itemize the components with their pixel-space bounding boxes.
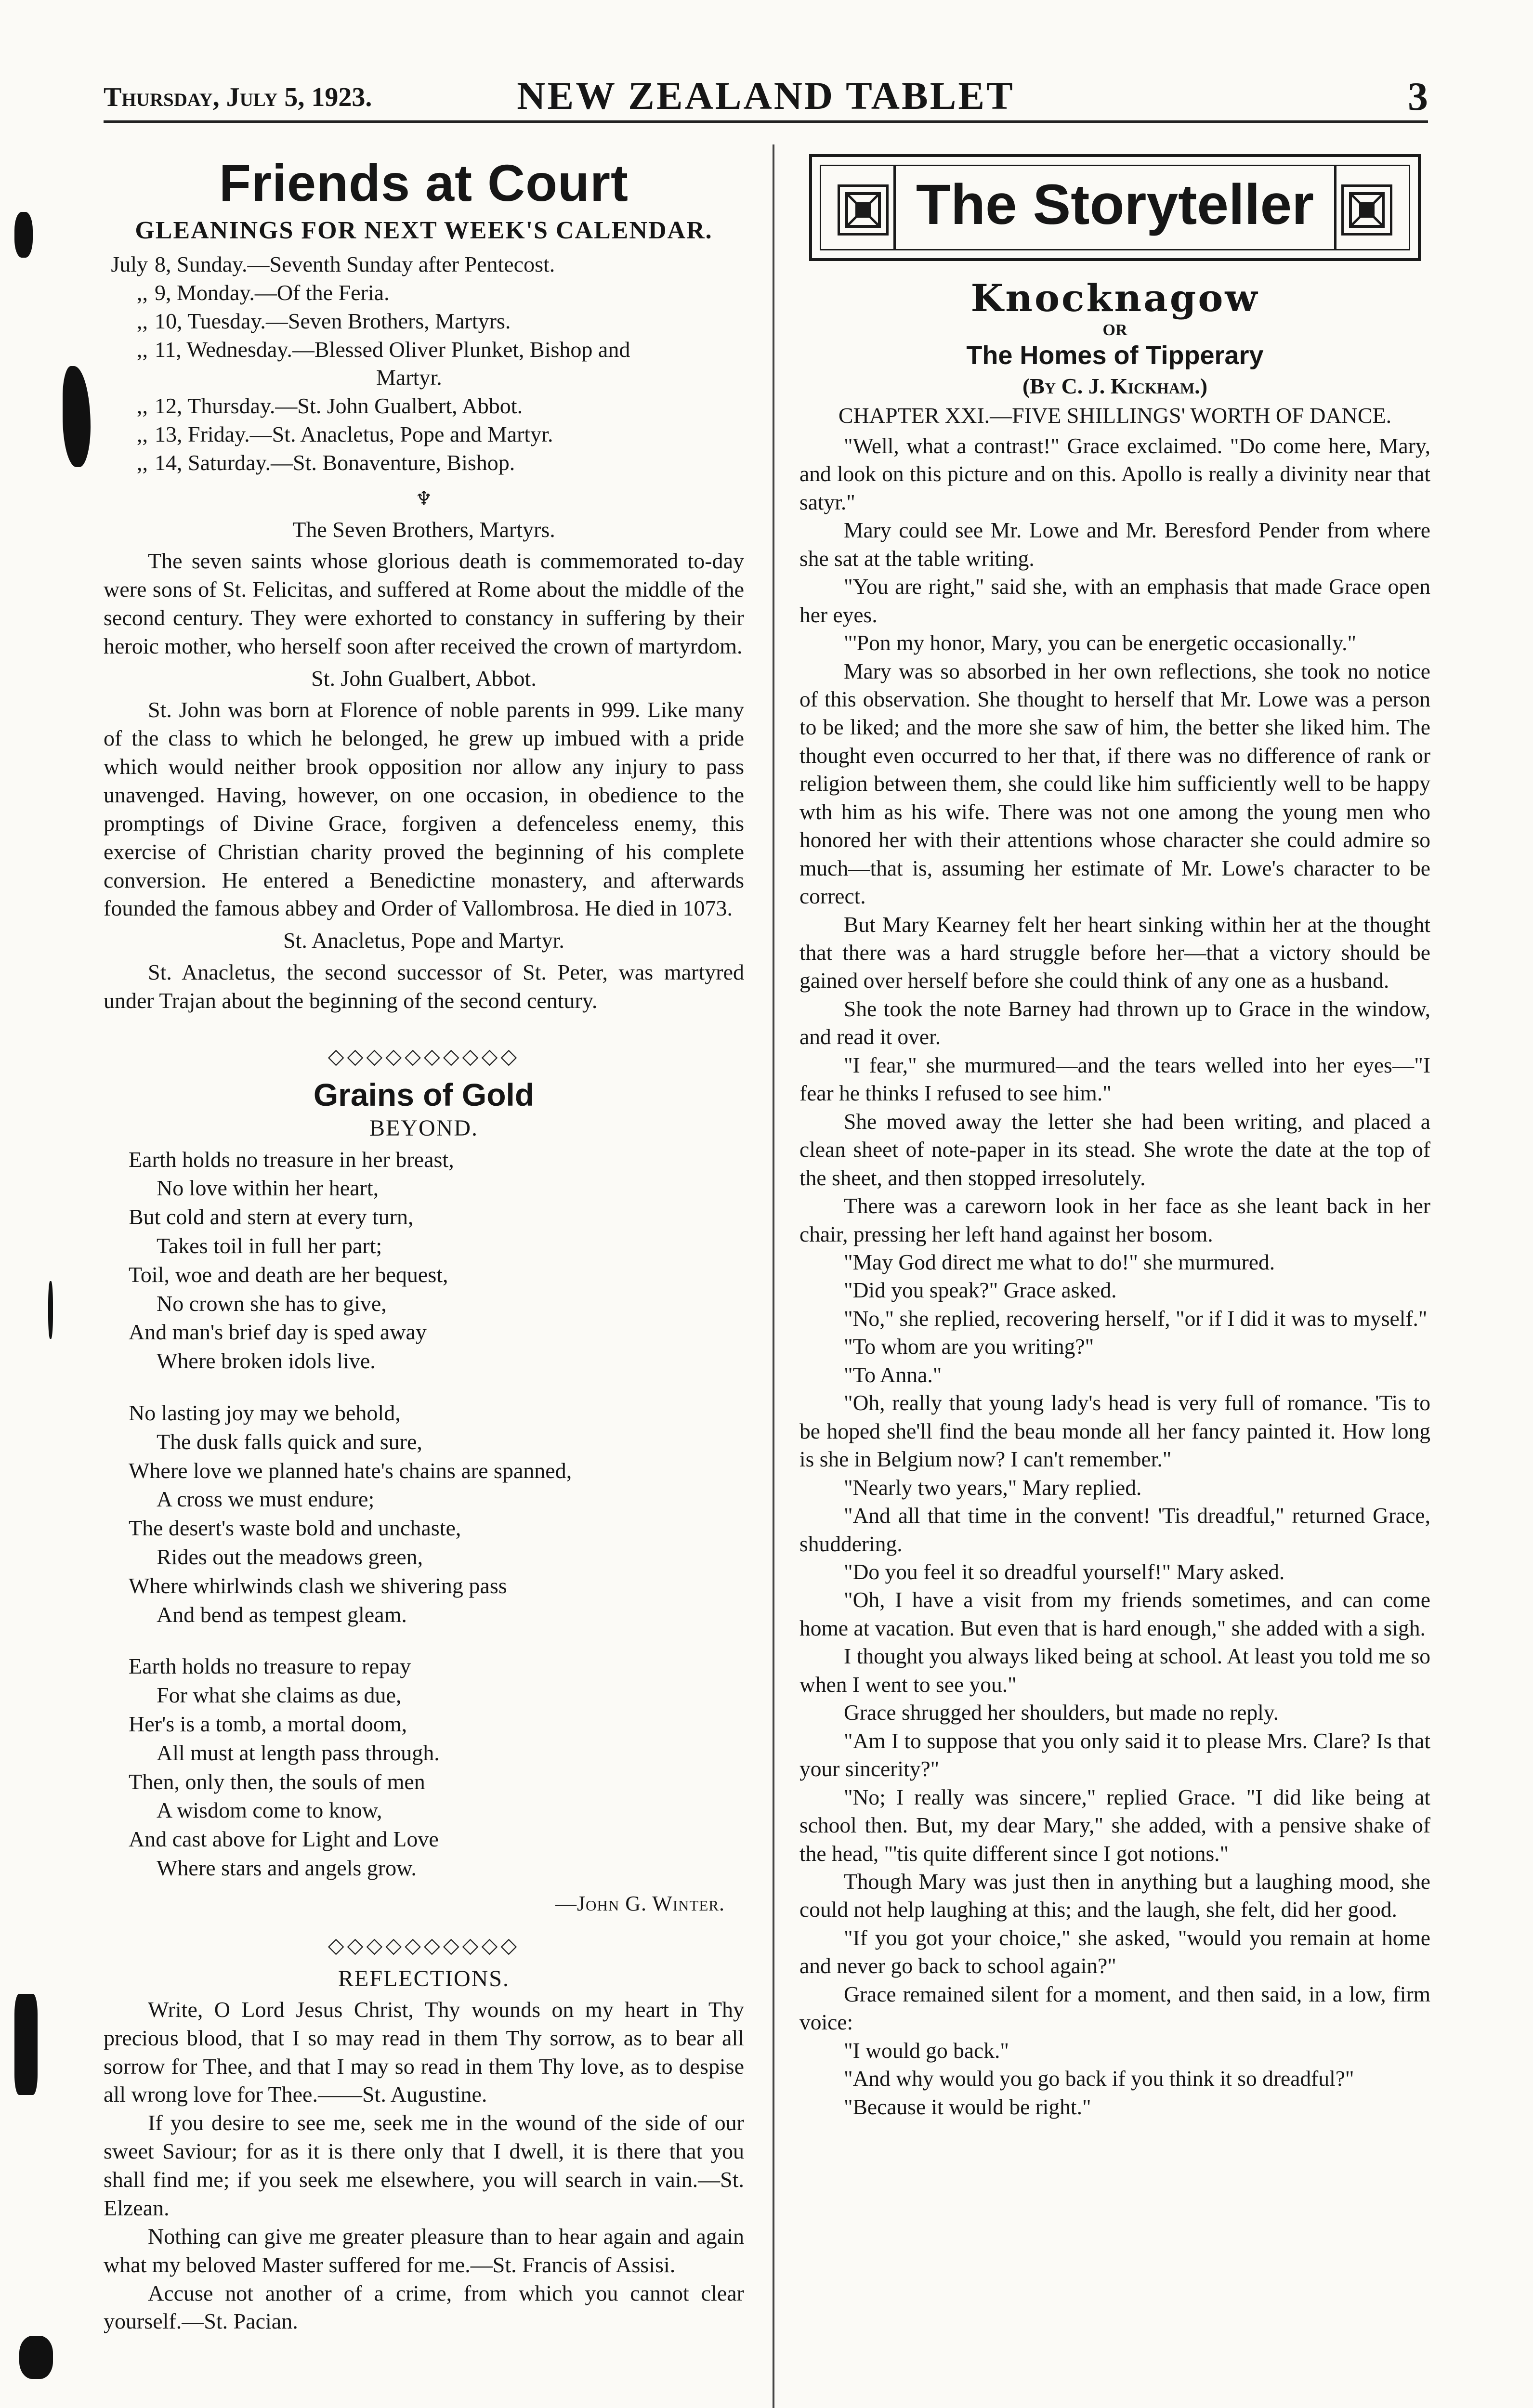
seven-brothers-heading: The Seven Brothers, Martyrs. — [292, 517, 555, 542]
ornament-square-icon — [838, 184, 889, 236]
poem-author: —John G. Winter. — [555, 1891, 725, 1915]
story-paragraph: "Am I to suppose that you only said it to please Mrs. Clare? Is that your sincerity?" — [799, 1728, 1430, 1781]
gualbert-text: St. John was born at Florence of noble parents in 999. Like many of the class to which he belonged, he grew up imbued with a pride which would neither brook opposition nor allow any injury to pass unavenged. Having, however, on one occasion, in obedience to the promptings of Divine Grace, forgiven a defenceless enemy, this exercise of Christian charity proved the beginning of his complete conversion. He entered a Benedictine monastery, and afterwards founded the famous abbey and Order of Vallombrosa. He died in 1073. — [104, 697, 744, 921]
story-paragraph: There was a careworn look in her face as she leant back in her chair, pressing her left hand against her bosom. — [799, 1193, 1430, 1246]
scan-blemish — [14, 1994, 38, 2095]
storyteller-title: The Storyteller — [916, 173, 1314, 236]
story-paragraph: She took the note Barney had thrown up to Grace in the window, and read it over. — [799, 996, 1430, 1049]
reflections-title: REFLECTIONS. — [338, 1965, 510, 1991]
calendar-entry: ,, 13, Friday.—St. Anacletus, Pope and Martyr. — [137, 422, 553, 447]
story-paragraph: "Oh, really that young lady's head is very full of romance. 'Tis to be hoped she'll find the beau monde all her fancy painted it. How long is she in Belgium now? I can't remember." — [799, 1390, 1430, 1472]
page-number: 3 — [1408, 74, 1428, 119]
seven-brothers-text: The seven saints whose glorious death is commemorated to-day were sons of St. Felicitas, and suffered at Rome about the middle of the second century. They were exhorted to constancy in suffering by their heroic mother, who herself soon after received the crown of martyrdom. — [104, 549, 744, 658]
anacletus-text: St. Anacletus, the second successor of St. Peter, was martyred under Trajan about the beginning of the second century. — [104, 959, 744, 1013]
chapter-heading: CHAPTER XXI.—FIVE SHILLINGS' WORTH OF DANCE. — [838, 403, 1392, 428]
calendar-entry: July 8, Sunday.—Seventh Sunday after Pentecost. — [111, 251, 555, 276]
story-paragraph: "And why would you go back if you think it so dreadful?" — [844, 2066, 1354, 2091]
poem-stanza: Earth holds no treasure to repay For what she claims as due, Her's is a tomb, a mortal doom, All must at length pass through. Then, only then, the souls of men A wisdom come to know, And cast above for Light and Love Where stars and angels grow. — [129, 1654, 440, 1880]
story-paragraph: "If you got your choice," she asked, "would you remain at home and never go back to school again?" — [799, 1925, 1430, 1978]
story-paragraph: "Because it would be right." — [844, 2094, 1091, 2119]
ornament-divider: ◇◇◇◇◇◇◇◇◇◇ — [328, 1933, 520, 1957]
gualbert-heading: St. John Gualbert, Abbot. — [311, 666, 537, 691]
story-paragraph: "And all that time in the convent! 'Tis dreadful," returned Grace, shuddering. — [799, 1503, 1430, 1556]
calendar-entry: ,, 11, Wednesday.—Blessed Oliver Plunket, Bishop and — [137, 337, 630, 362]
story-paragraph: "No; I really was sincere," replied Grace. "I did like being at school then. But, my dear Mary," she added, with a pensive shake of the head, "'tis quite different since I got notions." — [799, 1784, 1430, 1866]
story-paragraph: I thought you always liked being at school. At least you told me so when I went to see you." — [799, 1644, 1430, 1697]
calendar-entry: ,, 10, Tuesday.—Seven Brothers, Martyrs. — [137, 308, 511, 333]
cross-divider-icon: ♆ — [415, 487, 432, 510]
story-paragraph: But Mary Kearney felt her heart sinking within her at the thought that there was a hard struggle before her—that a victory should be gained over herself before she could think of any one as a husband. — [799, 912, 1430, 993]
grains-of-gold-title: Grains of Gold — [313, 1076, 535, 1112]
story-paragraph: "Did you speak?" Grace asked. — [844, 1278, 1117, 1303]
story-byline: (By C. J. Kickham.) — [1022, 374, 1208, 398]
left-column — [104, 144, 744, 2408]
story-paragraph: "No," she replied, recovering herself, "or if I did it was to myself." — [844, 1306, 1428, 1331]
scan-blemish — [14, 212, 33, 258]
reflection-paragraph: Nothing can give me greater pleasure than to hear again and again what my beloved Master suffered for me.—St. Francis of Assisi. — [104, 2224, 744, 2277]
column-divider — [773, 144, 774, 2408]
issue-date: Thursday, July 5, 1923. — [104, 82, 372, 112]
calendar-list — [104, 250, 744, 477]
storyteller-banner — [809, 154, 1421, 261]
story-paragraph: "Oh, I have a visit from my friends sometimes, and can come home at vacation. But even that is hard enough," she added with a sigh. — [799, 1587, 1430, 1640]
calendar-entry: ,, 14, Saturday.—St. Bonaventure, Bishop. — [137, 450, 515, 475]
page-header — [104, 63, 1428, 130]
story-paragraph: Though Mary was just then in anything but a laughing mood, she could not help laughing at this; and the laugh, she felt, did her good. — [799, 1869, 1430, 1922]
reflection-paragraph: Write, O Lord Jesus Christ, Thy wounds on my heart in Thy precious blood, that I so may read in them Thy sorrow, as to bear all sorrow for Thee, and that I may so read in them Thy love, as to despise all wrong love for Thee.——St. Augustine. — [104, 1997, 744, 2107]
reflection-paragraph: Accuse not another of a crime, from which you cannot clear yourself.—St. Pacian. — [104, 2280, 744, 2334]
story-paragraph: "I fear," she murmured—and the tears welled into her eyes—"I fear he thinks I refused to see him." — [799, 1052, 1430, 1106]
story-paragraph: "'Pon my honor, Mary, you can be energetic occasionally." — [844, 630, 1357, 655]
story-paragraph: "Nearly two years," Mary replied. — [844, 1475, 1142, 1500]
ornament-square-icon — [1341, 184, 1392, 236]
story-paragraph: Grace shrugged her shoulders, but made no reply. — [844, 1700, 1279, 1725]
calendar-entry: ,, 9, Monday.—Of the Feria. — [137, 280, 390, 305]
story-paragraph: "You are right," said she, with an emphasis that made Grace open her eyes. — [799, 574, 1430, 627]
reflection-paragraph: If you desire to see me, seek me in the wound of the side of our sweet Saviour; for as it is there only that I dwell, it is there that you shall find me; if you seek me elsewhere, you will search in vain.—St. Elzean. — [104, 2110, 744, 2220]
poem-stanza: Earth holds no treasure in her breast, No love within her heart, But cold and stern at every turn, Takes toil in full her part; Toil, woe and death are her bequest, No crown she has to give, And man's brief day is sped away Where broken idols live. — [129, 1147, 454, 1374]
story-or: OR — [1102, 321, 1127, 339]
story-paragraph: "May God direct me what to do!" she murmured. — [844, 1250, 1275, 1275]
scan-blemish — [48, 1281, 53, 1339]
poem-stanza: No lasting joy may we behold, The dusk falls quick and sure, Where love we planned hate's chains are spanned, A cross we must endure; The desert's waste bold and unchaste, Rides out the meadows green, Where whirlwinds clash we shivering pass And bend as tempest gleam. — [129, 1400, 572, 1627]
ornament-divider: ◇◇◇◇◇◇◇◇◇◇ — [328, 1044, 520, 1068]
story-paragraph: Mary could see Mr. Lowe and Mr. Beresford Pender from where she sat at the table writing. — [799, 518, 1430, 571]
calendar-subtitle: GLEANINGS FOR NEXT WEEK'S CALENDAR. — [135, 216, 713, 244]
masthead-title: NEW ZEALAND TABLET — [517, 74, 1015, 118]
scan-blemish — [63, 366, 91, 467]
story-paragraph: "Well, what a contrast!" Grace exclaimed. "Do come here, Mary, and look on this picture and on this. Apollo is really a divinity near that satyr." — [799, 433, 1430, 514]
poem-title: BEYOND. — [369, 1115, 478, 1141]
story-title: Knocknagow — [970, 276, 1259, 320]
story-paragraph: "To Anna." — [844, 1362, 942, 1387]
story-paragraph: Mary was so absorbed in her own reflections, she took no notice of this observation. She thought to herself that Mr. Lowe was a person to be liked; and the more she saw of him, the better she liked him. The thought even occurred to her that, if there was no difference of rank or religion between them, she could like him sufficiently well to be happy wth him as his wife. There was not one among the young men who honored her with their attentions whose character she could admire so much—that is, assuming her estimate of Mr. Lowe's character to be correct. — [799, 658, 1430, 909]
story-paragraph: Grace remained silent for a moment, and then said, in a low, firm voice: — [799, 1981, 1430, 2035]
story-body — [799, 432, 1430, 2121]
header-rule — [104, 120, 1428, 123]
story-paragraph: "To whom are you writing?" — [844, 1334, 1094, 1359]
story-paragraph: She moved away the letter she had been writing, and placed a clean sheet of note-paper in its stead. She wrote the date at the top of the sheet, and then stopped irresolutely. — [799, 1109, 1430, 1190]
right-column — [799, 144, 1430, 2408]
anacletus-heading: St. Anacletus, Pope and Martyr. — [283, 928, 564, 953]
story-paragraph: "I would go back." — [844, 2038, 1009, 2063]
story-paragraph: "Do you feel it so dreadful yourself!" Mary asked. — [844, 1559, 1285, 1584]
calendar-entry: ,, 12, Thursday.—St. John Gualbert, Abbot. — [137, 393, 523, 419]
friends-at-court-title: Friends at Court — [219, 154, 629, 212]
story-subtitle: The Homes of Tipperary — [966, 341, 1264, 370]
scan-blemish — [19, 2336, 53, 2379]
calendar-entry-continued: Martyr. — [376, 365, 442, 390]
